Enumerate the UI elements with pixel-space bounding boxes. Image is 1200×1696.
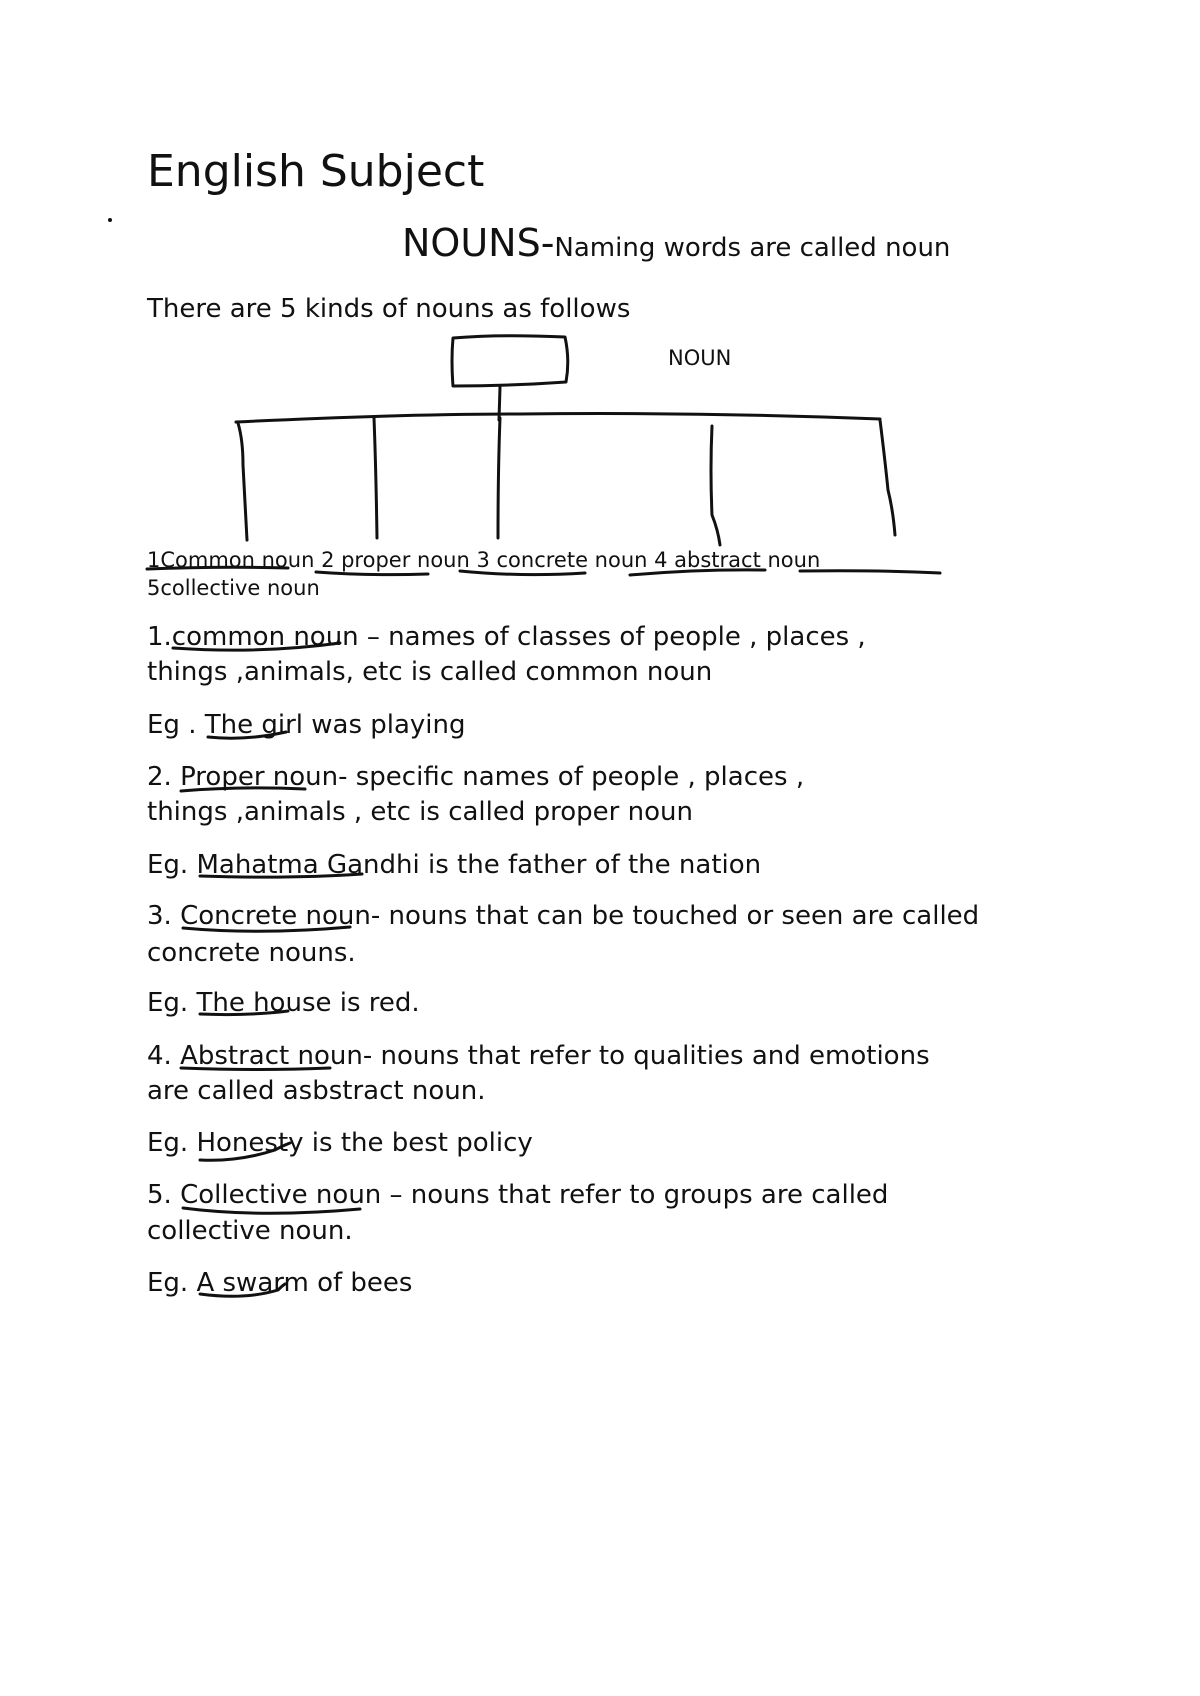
tree-root-box <box>452 336 568 386</box>
tree-branch-collective <box>880 420 895 535</box>
tree-branch-common <box>238 423 247 540</box>
tree-root-stem <box>499 387 500 420</box>
nouns-heading <box>402 221 951 265</box>
section-3-line-2: concrete nouns. <box>147 938 356 968</box>
section-4-line-1: 4. Abstract noun- nouns that refer to qualities and emotions <box>147 1041 930 1071</box>
section-4-example: Eg. Honesty is the best policy <box>147 1128 533 1158</box>
tree-branch-concrete <box>498 418 500 538</box>
section-3-example: Eg. The house is red. <box>147 988 420 1018</box>
tree-crossbar <box>236 414 880 422</box>
section-2-example: Eg. Mahatma Gandhi is the father of the nation <box>147 850 762 880</box>
noun-tree-diagram <box>236 336 895 545</box>
section-5-line-1: 5. Collective noun – nouns that refer to groups are called <box>147 1180 889 1210</box>
page-title: English Subject <box>147 146 485 197</box>
nouns-heading-definition: Naming words are called noun <box>554 233 951 263</box>
section-2-line-2: things ,animals , etc is called proper noun <box>147 797 693 827</box>
underline-kind-abstract-2 <box>800 571 940 573</box>
section-4-line-2: are called asbstract noun. <box>147 1076 486 1106</box>
intro-text: There are 5 kinds of nouns as follows <box>147 294 631 324</box>
section-2-line-1: 2. Proper noun- specific names of people , places , <box>147 762 805 792</box>
section-3-line-1: 3. Concrete noun- nouns that can be touched or seen are called <box>147 901 980 931</box>
section-5-example: Eg. A swarm of bees <box>147 1268 413 1298</box>
diagram-root-label: NOUN <box>668 346 732 370</box>
diagram-kinds-line-2: 5collective noun <box>147 576 320 600</box>
section-5-line-2: collective noun. <box>147 1216 353 1246</box>
section-1-example: Eg . The girl was playing <box>147 710 466 740</box>
section-1-line-1: 1.common noun – names of classes of people , places , <box>147 622 866 652</box>
diagram-kinds-line-1: 1Common noun 2 proper noun 3 concrete noun 4 abstract noun <box>147 548 821 572</box>
stray-dot <box>108 218 112 222</box>
nouns-heading-main: NOUNS- <box>402 221 555 265</box>
underline-kind-proper <box>316 572 428 575</box>
section-1-line-2: things ,animals, etc is called common noun <box>147 657 713 687</box>
tree-branch-proper <box>374 418 377 538</box>
tree-branch-abstract <box>711 426 720 545</box>
